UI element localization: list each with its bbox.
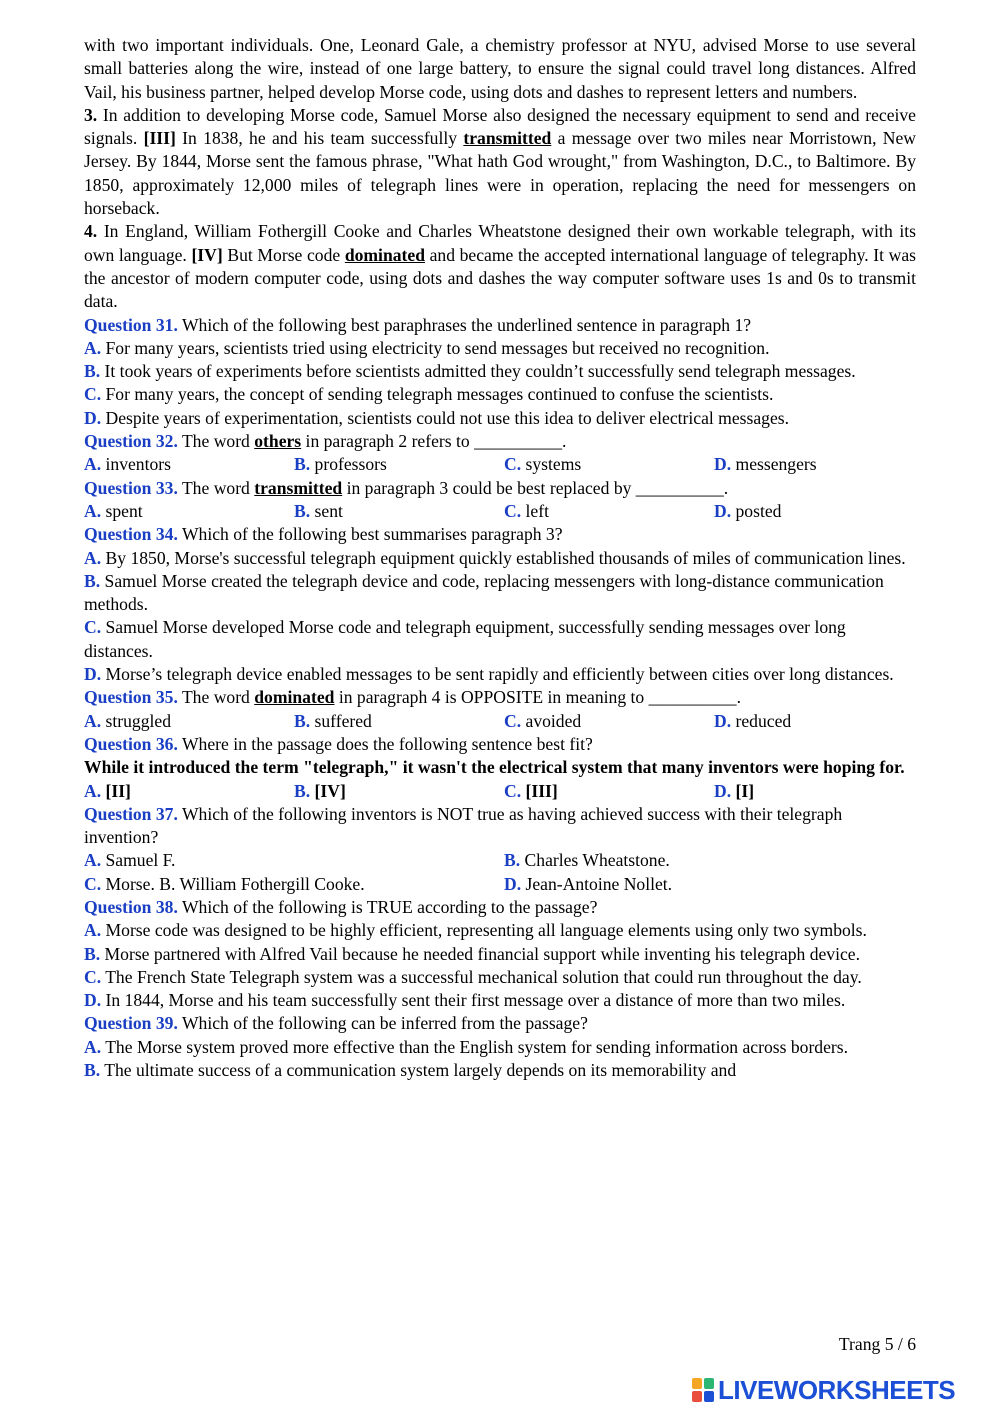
option-text: sent [310,500,343,521]
underlined-keyword: dominated [254,687,335,708]
option-letter: D. [84,664,102,685]
answer-option-b[interactable] [84,1059,916,1082]
option-letter: C. [84,873,102,894]
question-39 [84,1012,916,1035]
passage-paragraph-3 [84,104,916,220]
option-text: Charles Wheatstone. [520,850,670,871]
option-text: Jean-Antoine Nollet. [521,873,673,894]
option-text: For many years, the concept of sending telegraph messages continued to confuse the scientists. [101,384,774,405]
answer-option-a[interactable] [84,919,916,942]
answer-option-a[interactable] [84,780,294,803]
option-text: professors [310,454,387,475]
question-text: The word [177,431,255,452]
option-text: suffered [310,710,372,731]
answer-option-a[interactable] [84,710,294,733]
question-label: Question 38. [84,896,178,917]
option-text: In 1844, Morse and his team successfully sent their first message over a distance of more than two miles. [101,990,846,1011]
question-38 [84,896,916,919]
option-letter: A. [84,710,102,731]
options-row [84,710,916,733]
question-34 [84,523,916,546]
option-text: Samuel F. [101,850,176,871]
option-letter: A. [84,1036,102,1057]
logo-tile [704,1391,714,1402]
answer-option-c[interactable] [504,500,714,523]
question-text: Which of the following can be inferred from the passage? [177,1013,588,1034]
options-row [84,780,916,803]
answer-option-b[interactable] [294,780,504,803]
paragraph-number: 4. [84,221,98,242]
answer-option-a[interactable] [84,849,504,872]
underlined-keyword: others [254,431,302,452]
answer-option-b[interactable] [504,849,670,872]
options-row [84,873,916,896]
option-letter: D. [714,710,732,731]
paragraph-text: In addition to developing Morse code, Samuel Morse also designed the necessary equipment to send and receive signals. [84,104,916,149]
paragraph-number: 3. [84,104,98,125]
paragraph-text: In England, William Fothergill Cooke and Charles Wheatstone designed their own workable telegraph, with its own language. [84,221,916,265]
logo-tile [692,1391,702,1402]
answer-option-d[interactable] [84,663,916,686]
answer-option-d[interactable] [504,873,672,896]
answer-option-a[interactable] [84,500,294,523]
question-label: Question 35. [84,687,178,708]
answer-option-b[interactable] [84,570,916,617]
option-text: The Morse system proved more effective than the English system for sending information across borders. [101,1036,849,1057]
option-letter: B. [504,850,521,871]
answer-option-c[interactable] [504,780,714,803]
option-text: reduced [731,710,792,731]
option-letter: C. [504,500,522,521]
option-text: spent [101,500,143,521]
question-36 [84,733,916,756]
underlined-keyword: dominated [344,244,425,265]
options-row [84,500,916,523]
logo-tile [692,1378,702,1389]
option-text: [IV] [310,780,346,801]
option-text: Despite years of experimentation, scientists could not use this idea to deliver electrical messages. [101,407,790,428]
question-32 [84,430,916,453]
paragraph-text: a message over two miles near Morristown, New Jersey. By 1844, Morse sent the famous phrase, "What hath God wrought," from Washington, D.C., to Baltimore. By 1850, approximately 12,000 miles of telegraph lines were in operation, replacing the need for messengers on horseback. [84,128,916,219]
option-letter: D. [504,873,522,894]
option-letter: D. [84,990,102,1011]
question-text: The word [177,477,255,498]
option-letter: A. [84,780,102,801]
option-letter: D. [714,454,732,475]
question-text: Which of the following best paraphrases the underlined sentence in paragraph 1? [177,314,752,335]
answer-option-b[interactable] [294,500,504,523]
option-letter: A. [84,337,102,358]
option-text: avoided [521,710,582,731]
insertion-marker: [III] [143,128,176,149]
option-text: posted [731,500,782,521]
paragraph-text: In 1838, he and his team successfully [175,128,464,149]
option-letter: B. [84,361,101,382]
option-letter: B. [294,710,311,731]
option-letter: C. [504,780,522,801]
option-letter: D. [714,500,732,521]
option-text: Morse. B. William Fothergill Cooke. [101,873,365,894]
option-text: inventors [101,454,171,475]
question-text: Which of the following is TRUE according to the passage? [177,896,598,917]
answer-option-b[interactable] [294,453,504,476]
option-text: messengers [731,454,817,475]
answer-option-b[interactable] [84,360,916,383]
answer-option-a[interactable] [84,337,916,360]
option-text: Samuel Morse developed Morse code and telegraph equipment, successfully sending messages over long distances. [84,617,846,661]
answer-option-a[interactable] [84,547,916,570]
option-letter: D. [84,407,102,428]
option-text: struggled [101,710,171,731]
option-text: It took years of experiments before scientists admitted they couldn’t successfully send telegraph messages. [100,361,856,382]
question-label: Question 33. [84,477,178,498]
answer-option-a[interactable] [84,1036,916,1059]
passage-paragraph-4 [84,220,916,313]
option-text: [II] [101,780,131,801]
question-label: Question 37. [84,803,178,824]
question-label: Question 36. [84,733,178,754]
option-letter: B. [84,943,101,964]
answer-option-d[interactable] [714,453,817,476]
option-text: The ultimate success of a communication system largely depends on its memorability and [100,1060,737,1081]
option-letter: B. [294,454,311,475]
option-letter: A. [84,850,102,871]
option-text: systems [521,454,582,475]
option-text: The French State Telegraph system was a successful mechanical solution that could run throughout the day. [101,966,862,987]
question-label: Question 32. [84,431,178,452]
underlined-keyword: transmitted [463,128,552,149]
question-label: Question 34. [84,524,178,545]
answer-option-b[interactable] [84,943,916,966]
question-text: The word [177,687,255,708]
answer-option-c[interactable] [84,383,916,406]
option-text: Morse partnered with Alfred Vail because he needed financial support while inventing his telegraph device. [100,943,861,964]
question-label: Question 39. [84,1013,178,1034]
answer-option-b[interactable] [294,710,504,733]
question-text: Where in the passage does the following sentence best fit? [177,733,593,754]
answer-option-d[interactable] [84,407,916,430]
option-text: [I] [731,780,755,801]
answer-option-d[interactable] [714,710,791,733]
question-35 [84,686,916,709]
options-row [84,849,916,872]
option-letter: A. [84,500,102,521]
option-letter: A. [84,920,102,941]
option-text: Morse’s telegraph device enabled messages to be sent rapidly and efficiently between cities over long distances. [101,664,894,685]
logo-text: LIVEWORKSHEETS [718,1374,956,1405]
question-37 [84,803,916,850]
logo-tile [704,1378,714,1389]
answer-option-a[interactable] [84,453,294,476]
option-letter: C. [84,966,102,987]
answer-option-c[interactable] [504,453,714,476]
option-letter: D. [714,780,732,801]
options-row [84,453,916,476]
answer-option-c[interactable] [84,616,916,663]
worksheet-page [84,34,916,1082]
option-text: left [521,500,549,521]
underlined-keyword: transmitted [254,477,343,498]
option-text: By 1850, Morse's successful telegraph equipment quickly established thousands of miles of communication lines. [101,547,906,568]
option-letter: A. [84,547,102,568]
option-letter: B. [84,1060,101,1081]
answer-option-c[interactable] [84,966,916,989]
liveworksheets-logo [692,1376,955,1404]
option-text: For many years, scientists tried using electricity to send messages but received no recognition. [101,337,770,358]
answer-option-c[interactable] [84,873,504,896]
question-text: in paragraph 4 is OPPOSITE in meaning to __________. [334,687,741,708]
answer-option-d[interactable] [84,989,916,1012]
answer-option-d[interactable] [714,780,754,803]
option-letter: C. [504,710,522,731]
insert-sentence: While it introduced the term "telegraph," it wasn't the electrical system that many inventors were hoping for. [84,757,905,778]
question-text: Which of the following inventors is NOT true as having achieved success with their telegraph invention? [84,803,843,848]
option-text: Morse code was designed to be highly efficient, representing all language elements using only two symbols. [101,920,867,941]
paragraph-text: and became the accepted international language of telegraphy. It was the ancestor of modern computer code, using dots and dashes the way computer software uses 1s and 0s to transmit data. [84,244,917,312]
option-text: [III] [521,780,558,801]
logo-grid-icon [692,1378,714,1402]
option-letter: C. [84,617,102,638]
page-number: Trang 5 / 6 [838,1334,916,1354]
question-31 [84,314,916,337]
insertion-marker: [IV] [191,244,223,265]
question-text: in paragraph 3 could be best replaced by __________. [342,477,729,498]
question-text: in paragraph 2 refers to __________. [301,431,567,452]
passage-paragraph-2-tail: with two important individuals. One, Leonard Gale, a chemistry professor at NYU, advised Morse to use several small batteries along the wire, instead of one large battery, to ensure the signal could travel long distances. Alfred Vail, his business partner, helped develop Morse code, using dots and dashes to represent letters and numbers. [84,35,916,102]
option-text: Samuel Morse created the telegraph device and code, replacing messengers with long-distance communication methods. [84,570,884,615]
option-letter: C. [504,454,522,475]
option-letter: B. [294,500,311,521]
answer-option-d[interactable] [714,500,781,523]
answer-option-c[interactable] [504,710,714,733]
question-label: Question 31. [84,314,178,335]
option-letter: A. [84,454,102,475]
option-letter: C. [84,384,102,405]
question-text: Which of the following best summarises paragraph 3? [177,524,563,545]
option-letter: B. [294,780,311,801]
question-33 [84,477,916,500]
paragraph-text: But Morse code [222,244,345,265]
option-letter: B. [84,570,101,591]
